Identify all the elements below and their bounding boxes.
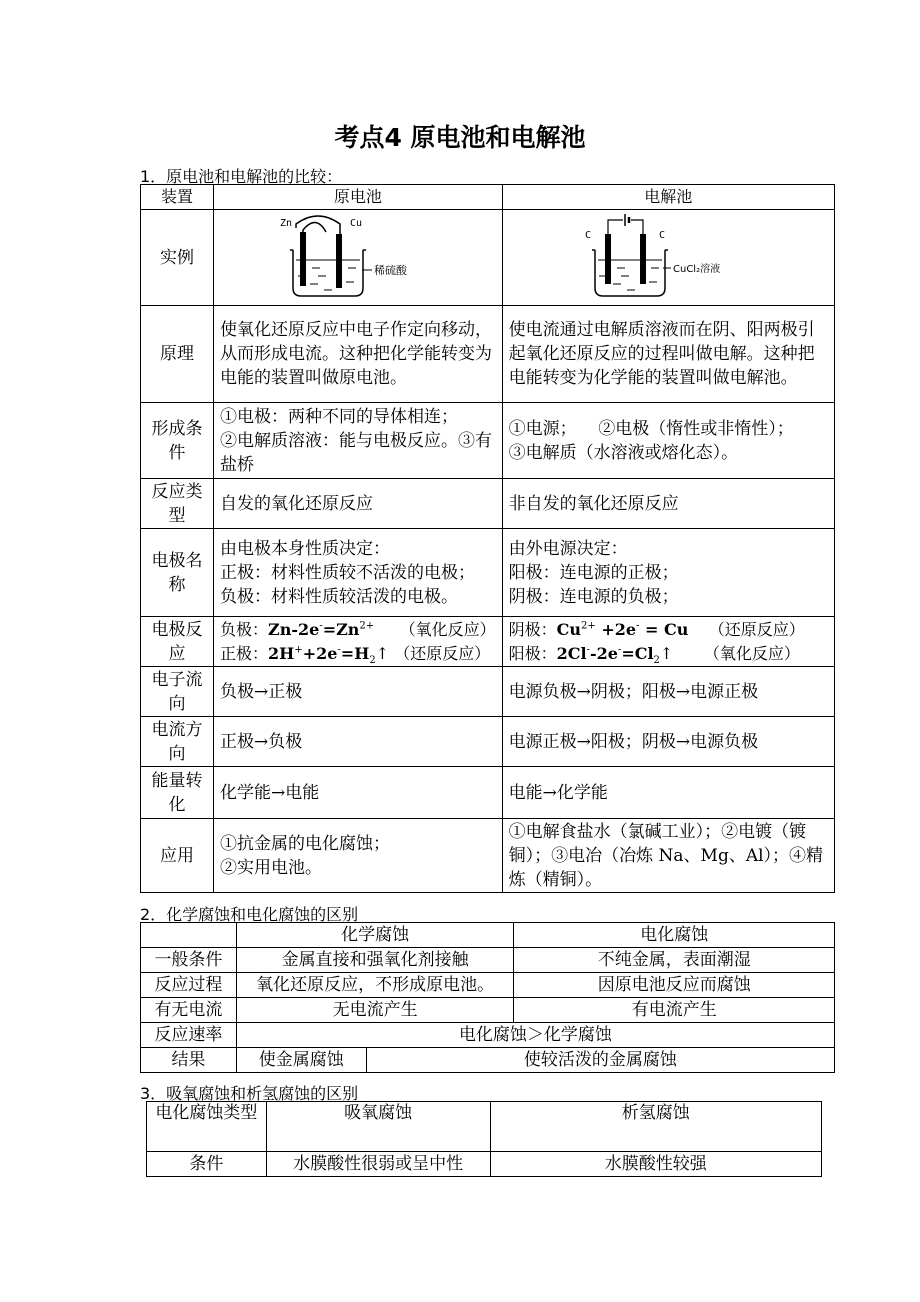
- cathode-prefix: 阴极：: [508, 619, 557, 639]
- electrolytic-cell-diagram: [502, 210, 834, 306]
- header-device: 装置: [141, 185, 214, 210]
- galvanic-cell-svg: [278, 210, 438, 298]
- comparison-table: [140, 184, 835, 893]
- electrode-name-galvanic-1: 由电极本身性质决定：: [220, 538, 391, 559]
- t2-header-chemical: 化学腐蚀: [236, 923, 514, 948]
- header-electrolytic: 电解池: [502, 185, 834, 210]
- section-heading-2: 2．化学腐蚀和电化腐蚀的区别: [140, 905, 359, 924]
- t2-condition-electrochemical: 不纯金属，表面潮湿: [514, 948, 835, 973]
- anode-eq-2: -2e: [589, 643, 618, 663]
- t3-header-hydrogen: 析氢腐蚀: [490, 1102, 822, 1152]
- principle-galvanic: 使氧化还原反应中电子作定向移动，从而形成电流。这种把化学能转变为电能的装置叫做原电池。: [214, 306, 503, 403]
- row-label-conditions: 形成条件: [141, 403, 214, 479]
- t2-result-chemical: 使金属腐蚀: [236, 1048, 366, 1073]
- row-label-principle: 原理: [141, 306, 214, 403]
- carbon-left-label: C: [585, 230, 592, 241]
- current-direction-electrolytic: 电源正极→阳极；阴极→电源负极: [502, 717, 834, 767]
- reaction-type-electrolytic: 非自发的氧化还原反应: [502, 479, 834, 529]
- pos-prefix: 正极：: [220, 643, 269, 663]
- application-galvanic: [214, 819, 503, 893]
- positive-electrode-reaction: 正极：$2H^++2e^-=H_2↑$ （还原反应）: [220, 643, 491, 666]
- neg-note: （氧化反应）: [399, 619, 496, 639]
- t2-label-process: 反应过程: [141, 973, 237, 998]
- cathode-note: （还原反应）: [708, 619, 805, 639]
- t2-header-electrochemical: 电化腐蚀: [514, 923, 835, 948]
- t2-label-rate: 反应速率: [141, 1023, 237, 1048]
- electrode-name-electrolytic: [502, 529, 834, 617]
- anode-eq-3: =Cl: [621, 643, 654, 663]
- anode-prefix: 阳极：: [508, 643, 557, 663]
- cathode-reaction: 阴极：$Cu^{2+} +2e^- = Cu$ （还原反应）: [508, 619, 805, 639]
- cu-label: Cu: [349, 218, 362, 229]
- energy-galvanic: 化学能→电能: [214, 767, 503, 819]
- anode-note: （氧化反应）: [703, 643, 800, 663]
- cathode-eq-3: = Cu: [639, 619, 689, 639]
- neg-eq-2: =Zn: [322, 619, 360, 639]
- header-galvanic: 原电池: [214, 185, 503, 210]
- row-label-electrode-reaction: 电极反应: [141, 617, 214, 667]
- electrode-name-electrolytic-1: 由外电源决定：: [508, 538, 628, 559]
- t2-rate-both: 电化腐蚀＞化学腐蚀: [236, 1023, 834, 1048]
- electrolytic-cell-svg: [583, 210, 753, 298]
- electrode-name-electrolytic-3: 阴极：连电源的负极；: [508, 586, 679, 607]
- neg-eq-1: Zn-2e: [268, 619, 320, 639]
- row-label-example: 实例: [141, 210, 214, 306]
- row-label-energy: 能量转化: [141, 767, 214, 819]
- row-label-application: 应用: [141, 819, 214, 893]
- pos-eq-1: 2H: [268, 643, 295, 663]
- pos-note: （还原反应）: [394, 643, 491, 663]
- neg-prefix: 负极：: [220, 619, 269, 639]
- conditions-electrolytic: [502, 403, 834, 479]
- pos-eq-3: =H: [340, 643, 370, 663]
- conditions-electrolytic-1: ①电源； ②电极（惰性或非惰性）；: [508, 418, 794, 439]
- cucl2-solution-label: CuCl₂溶液: [673, 264, 721, 275]
- anode-reaction: 阳极：$2Cl^--2e^-=Cl_2↑$ （氧化反应）: [508, 643, 800, 666]
- conditions-galvanic-2: ②电解质溶液：能与电极反应。③有盐桥: [220, 430, 493, 475]
- anode-eq-1: 2Cl: [556, 643, 587, 663]
- cathode-eq-1: Cu: [556, 619, 582, 639]
- t3-header-oxygen: 吸氧腐蚀: [266, 1102, 490, 1152]
- electron-flow-galvanic: 负极→正极: [214, 667, 503, 717]
- carbon-right-label: C: [659, 230, 666, 241]
- oxygen-hydrogen-corrosion-table: [146, 1101, 822, 1177]
- electrode-name-galvanic: [214, 529, 503, 617]
- galvanic-cell-diagram: [214, 210, 503, 306]
- row-label-current-direction: 电流方向: [141, 717, 214, 767]
- row-label-electron-flow: 电子流向: [141, 667, 214, 717]
- electrode-name-electrolytic-2: 阳极：连电源的正极；: [508, 562, 679, 583]
- section-heading-3: 3．吸氧腐蚀和析氢腐蚀的区别: [140, 1084, 359, 1103]
- t2-current-electrochemical: 有电流产生: [514, 998, 835, 1023]
- t2-current-chemical: 无电流产生: [236, 998, 514, 1023]
- electrode-name-galvanic-2: 正极：材料性质较不活泼的电极；: [220, 562, 476, 583]
- reaction-type-galvanic: 自发的氧化还原反应: [214, 479, 503, 529]
- t2-process-chemical: 氧化还原反应，不形成原电池。: [236, 973, 514, 998]
- energy-electrolytic: 电能→化学能: [502, 767, 834, 819]
- dilute-sulfuric-acid-label: 稀硫酸: [373, 264, 407, 277]
- t2-label-condition: 一般条件: [141, 948, 237, 973]
- application-electrolytic: ①电解食盐水（氯碱工业）；②电镀（镀铜）；③电冶（冶炼 Na、Mg、Al）；④精炼（精铜）。: [502, 819, 834, 893]
- corrosion-comparison-table: [140, 922, 835, 1073]
- t3-header-type: 电化腐蚀类型: [147, 1102, 267, 1152]
- current-direction-galvanic: 正极→负极: [214, 717, 503, 767]
- application-galvanic-1: ①抗金属的电化腐蚀；: [220, 833, 391, 854]
- negative-electrode-reaction: 负极：$Zn-2e^-=Zn^{2+}$ （氧化反应）: [220, 619, 496, 639]
- t2-label-current: 有无电流: [141, 998, 237, 1023]
- conditions-galvanic-1: ①电极：两种不同的导体相连；: [220, 406, 459, 427]
- section-heading-1: 1．原电池和电解池的比较：: [140, 167, 343, 186]
- application-galvanic-2: ②实用电池。: [220, 857, 323, 878]
- t2-header-empty: [141, 923, 237, 948]
- t2-label-result: 结果: [141, 1048, 237, 1073]
- cathode-eq-2: +2e: [595, 619, 637, 639]
- principle-electrolytic: 使电流通过电解质溶液而在阴、阳两极引起氧化还原反应的过程叫做电解。这种把电能转变为化学能的装置叫做电解池。: [502, 306, 834, 403]
- pos-eq-2: +2e: [302, 643, 338, 663]
- conditions-electrolytic-2: ③电解质（水溶液或熔化态）。: [508, 442, 739, 463]
- conditions-galvanic: [214, 403, 503, 479]
- row-label-reaction-type: 反应类型: [141, 479, 214, 529]
- electrode-reaction-electrolytic: [502, 617, 834, 667]
- t2-condition-chemical: 金属直接和强氧化剂接触: [236, 948, 514, 973]
- t2-result-electrochemical: 使较活泼的金属腐蚀: [366, 1048, 834, 1073]
- t3-condition-hydrogen: 水膜酸性较强: [490, 1152, 822, 1177]
- t3-label-condition: 条件: [147, 1152, 267, 1177]
- row-label-electrode-name: 电极名称: [141, 529, 214, 617]
- electrode-name-galvanic-3: 负极：材料性质较活泼的电极。: [220, 586, 459, 607]
- electron-flow-electrolytic: 电源负极→阴极；阳极→电源正极: [502, 667, 834, 717]
- zn-label: Zn: [279, 218, 292, 229]
- electrode-reaction-galvanic: [214, 617, 503, 667]
- page-title: 考点4 原电池和电解池: [334, 123, 586, 152]
- t3-condition-oxygen: 水膜酸性很弱或呈中性: [266, 1152, 490, 1177]
- t2-process-electrochemical: 因原电池反应而腐蚀: [514, 973, 835, 998]
